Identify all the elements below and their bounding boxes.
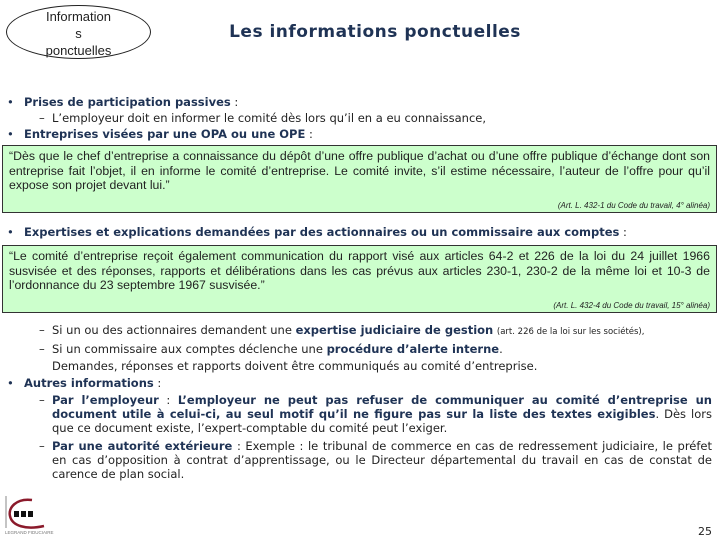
bullet-heading: Entreprises visées par une OPA ou une OPE: [24, 127, 306, 141]
quote-reference: (Art. L. 432-4 du Code du travail, 15° alinéa): [553, 300, 710, 310]
sub-item: [6, 342, 712, 356]
bold-text: expertise judiciaire de gestion: [295, 323, 494, 337]
colon: :: [230, 95, 239, 109]
oval-line: s: [75, 26, 82, 41]
quote-text: “Le comité d’entreprise reçoit également communication du rapport visé aux articles 64-2 et 226 de la loi du 24 juillet 1966 susvisée et des réponses, rapports et délibérations dans les cas prévus aux articles 230-1, 230-2 de la même loi et 10-3 de l’ordonnance du 23 septembre 1967 susvisée.”: [9, 249, 710, 292]
sub-item: [6, 323, 712, 339]
quote-box-expertises: [2, 245, 717, 313]
bold-text: Par une autorité extérieure: [52, 439, 233, 453]
text: : Exemple : le tribunal de commerce en cas de redressement judiciaire, le préfet en cas d’opposition à contrat d’apprentissage, ou le Directeur départemental du travail en cas de constat de carence de plan social.: [52, 439, 713, 481]
oval-line: Information: [45, 9, 112, 24]
oval-line: ponctuelles: [45, 43, 112, 58]
text: Si un ou des actionnaires demandent une: [52, 323, 296, 337]
colon: :: [305, 127, 313, 141]
bullet-heading: Autres informations: [24, 376, 154, 390]
quote-box-opa: [2, 145, 717, 213]
text: Si un commissaire aux comptes déclenche une: [52, 342, 327, 356]
bullet-heading: Expertises et explications demandées par des actionnaires ou un commissaire aux comptes: [24, 225, 620, 239]
sub-item: [6, 439, 712, 481]
bold-text: Par l’employeur: [52, 393, 159, 407]
text: :: [158, 393, 178, 407]
section-lists: [6, 323, 712, 481]
section-participations: [6, 95, 712, 141]
note: Demandes, réponses et rapports doivent être communiqués au comité d’entreprise.: [52, 359, 538, 373]
svg-text:LEGRAND FIDUCIAIRE: LEGRAND FIDUCIAIRE: [5, 530, 54, 535]
quote-text: “Dès que le chef d’entreprise a connaissance du dépôt d’une offre publique d’achat ou d’une offre publique d’échange dont son entreprise fait l’objet, il en informe le comité d’entreprise. Le comité invite, s’il estime nécessaire, l’auteur de l’offre pour qu’il expose son projet devant lui.”: [9, 149, 710, 192]
page-title: Les informations ponctuelles: [229, 22, 521, 42]
company-logo: [4, 494, 64, 536]
text: . Dès lors que ce document existe, l’expert-comptable du comité peut l’exiger.: [52, 407, 712, 435]
bullet-heading: Prises de participation passives: [24, 95, 231, 109]
sub-item: – L’employeur doit en informer le comité dès lors qu’il en a eu connaissance,: [6, 111, 712, 125]
small-text: (art. 226 de la loi sur les sociétés),: [496, 327, 645, 337]
bold-text: L’employeur ne peut pas refuser de communiquer au comité d’entreprise un document utile à celui-ci, au seul motif qu’il ne figure pas sur la liste des textes exigibles: [52, 393, 712, 421]
section-expertises: [6, 225, 712, 239]
page-number: 25: [698, 525, 712, 538]
quote-reference: (Art. L. 432-1 du Code du travail, 4° alinéa): [557, 200, 710, 210]
colon: :: [619, 225, 627, 239]
bold-text: procédure d’alerte interne: [326, 342, 500, 356]
sub-item: [6, 393, 712, 435]
section-oval-label: [6, 5, 151, 59]
colon: :: [153, 376, 162, 390]
text: .: [499, 342, 503, 356]
